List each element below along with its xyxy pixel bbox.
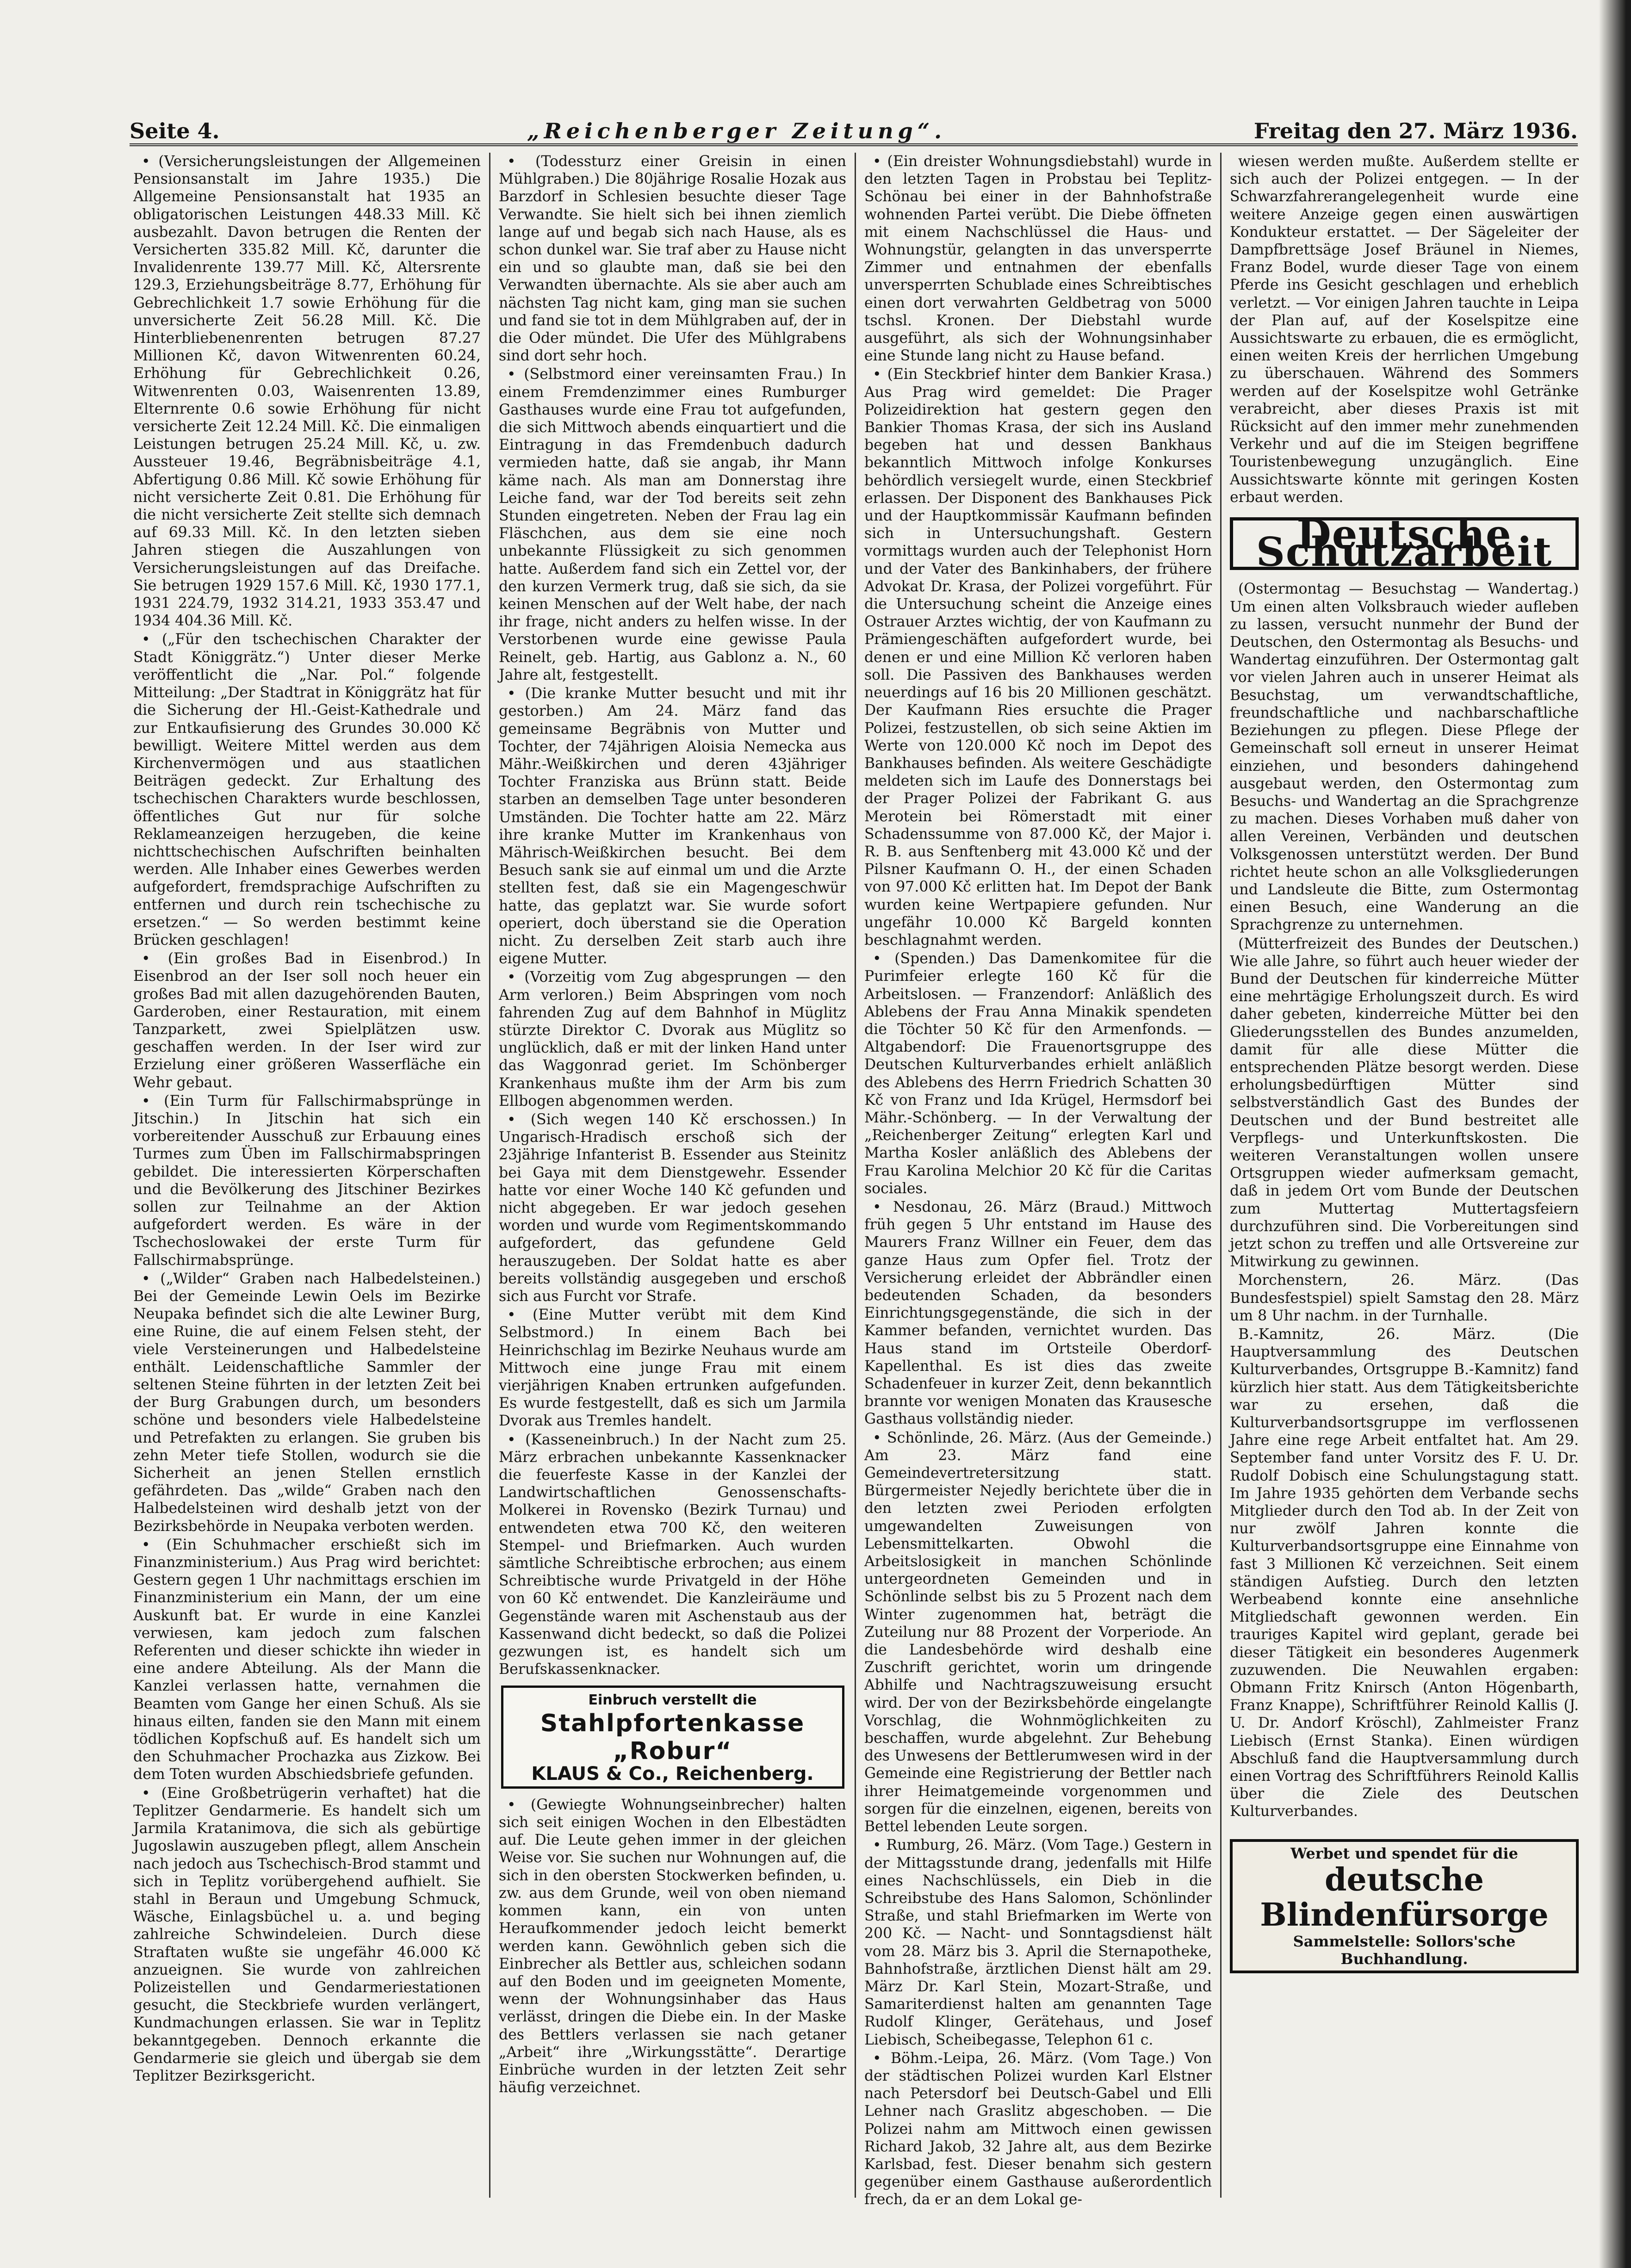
article: • („Wilder“ Graben nach Halbedelsteinen.) Bei der Gemeinde Lewin Oels im Bezirke Neupaka befindet sich die alte Lewiner Burg, eine Ruine, die auf einem Felsen steht, der viele Versteinerungen und Halbedelsteine enthält. Leidenschaftliche Sammler der seltenen Steine führten in der letzten Zeit bei der Burg Grabungen durch, um besonders schöne und besonders viele Halbedelsteine und Petrefakten zu erlangen. Sie gruben bis zehn Meter tiefe Stollen, wodurch sie die Sicherheit an jenen Stellen ernstlich gefährdeten. Das „wilde“ Graben nach den Halbedelsteinen wird deshalb jetzt von der Bezirksbehörde in Neupaka verboten werden. [133, 1270, 481, 1535]
article: (Ostermontag — Besuchstag — Wandertag.) Um einen alten Volksbrauch wieder aufleben zu lassen, versucht nunmehr der Bund der Deutschen, den Ostermontag als Besuchs- und Wandertag einzuführen. Der Ostermontag galt vor vielen Jahren auch in unserer Heimat als Besuchstag, um verwandtschaftliche, freundschaftliche und nachbarschaftliche Beziehungen zu pflegen. Diese Pflege der Gemeinschaft soll erneut in unserer Heimat einziehen, und besonders dahingehend ausgebaut werden, den Ostermontag zum Besuchs- und Wandertag an die Sprachgrenze zu machen. Dieses Vorhaben muß daher von allen Vereinen, Verbänden und deutschen Volksgenossen unterstützt werden. Der Bund richtet heute schon an alle Volksgliederungen und Landsleute die Bitte, zum Ostermontag einen Besuch, eine Wanderung an die Sprachgrenze zu unternehmen. [1230, 581, 1579, 934]
article: • (Gewiegte Wohnungseinbrecher) halten sich seit einigen Wochen in den Elbestädten auf. Die Leute gehen immer in der gleichen Weise vor. Sie suchen nur Wohnungen auf, die sich in den obersten Stockwerken befinden, u. zw. aus dem Grunde, weil von oben niemand kommen kann, ein von unten Heraufkommender jedoch leicht bemerkt werden kann. Gewöhnlich geben sich die Einbrecher als Bettler aus, schleichen sodann auf den Boden und im geeigneten Momente, wenn der Wohnungsinhaber das Haus verlässt, dringen die Diebe ein. In der Maske des Bettlers verlassen sie nach getaner „Arbeit“ ihre „Wirkungsstätte“. Derartige Einbrüche wurden in der letzten Zeit sehr häufig verzeichnet. [499, 1796, 846, 2096]
article: B.-Kamnitz, 26. März. (Die Hauptversammlung des Deutschen Kulturverbandes, Ortsgruppe B.-Kamnitz) fand kürzlich hier statt. Aus dem Tätigkeitsberichte war zu ersehen, daß die Kulturverbandsortsgruppe im verflossenen Jahre eine rege Arbeit entfaltet hat. Am 29. September fand unter Vorsitz des F. U. Dr. Rudolf Dobisch eine Schulungstagung statt. Im Jahre 1935 gehörten dem Verbande sechs Mitglieder durch den Tod ab. In der Zeit von nur zwölf Jahren konnte die Kulturverbandsortsgruppe eine Einnahme von fast 3 Millionen Kč verzeichnen. Seit einem ständigen Aufstieg. Durch den letzten Werbeabend konnte eine ansehnliche Mitgliedschaft gewonnen werden. Ein trauriges Kapitel wird geplant, gerade bei dieser Tätigkeit ein besonderes Augenmerk zuzuwenden. Die Neuwahlen ergaben: Obmann Fritz Knirsch (Anton Högenbarth, Franz Knappe), Schriftführer Reinold Kallis (J. U. Dr. Andorf Kröschl), Zahlmeister Franz Liebisch (Ernst Stanka). Einen würdigen Abschluß fand die Hauptversammlung durch einen Vortrag des Schriftführers Reinold Kallis über die Ziele des Deutschen Kulturverbandes. [1230, 1326, 1579, 1820]
newspaper-title: „Reichenberger Zeitung“. [527, 118, 947, 143]
ad-blind-line1: Werbet und spendet für die [1290, 1844, 1518, 1862]
article: • (Ein großes Bad in Eisenbrod.) In Eisenbrod an der Iser soll noch heuer ein großes Bad mit allen dazugehörenden Bauten, Garderoben, einer Restauration, mit einem Tanzparkett, zwei Spielplätzen usw. geschaffen werden. In der Iser wird zur Erzielung einer größeren Wasserfläche ein Wehr gebaut. [133, 950, 481, 1091]
page-number: Seite 4. [130, 118, 220, 143]
article: • (Sich wegen 140 Kč erschossen.) In Ungarisch-Hradisch erschoß sich der 23jährige Infanterist B. Essender aus Steinitz bei Gaya mit dem Dienstgewehr. Essender hatte vor einer Woche 140 Kč gefunden und nicht abgegeben. Er war jedoch gesehen worden und wurde vom Regimentskommando aufgefordert, das gefundene Geld herauszugeben. Der Soldat hatte es aber bereits vollständig ausgegeben und erschoß sich aus Furcht vor Strafe. [499, 1111, 846, 1305]
article: • Nesdonau, 26. März (Braud.) Mittwoch früh gegen 5 Uhr entstand im Hause des Maurers Franz Willner ein Feuer, dem das ganze Haus zum Opfer fiel. Trotz der Versicherung erleidet der Abbrändler einen bedeutenden Schaden, da besonders Einrichtungsgegenstände, die sich in der Kammer befanden, vernichtet wurden. Das Haus stand im Ortsteile Oberdorf-Kapellenthal. Es ist dies das zweite Schadenfeuer in kurzer Zeit, denn bekanntlich brannte vor wenigen Monaten das Krausesche Gasthaus vollständig nieder. [864, 1198, 1212, 1428]
article: (Mütterfreizeit des Bundes der Deutschen.) Wie alle Jahre, so führt auch heuer wieder der Bund der Deutschen für kinderreiche Mütter eine mehrtägige Erholungszeit durch. Es wird daher gebeten, kinderreiche Mütter bei den Gliederungsstellen des Bundes anzumelden, damit für alle diese Mütter die entsprechenden Plätze besorgt werden. Diese erholungsbedürftigen Mütter sind selbstverständlich Gast des Bundes der Deutschen und der Bund bestreitet alle Verpflegs- und Unterkunftskosten. Die weiteren Veranstaltungen wollen unsere Ortsgruppen wieder aufmerksam gemacht, daß in jedem Ort vom Bunde der Deutschen zum Muttertag Muttertagsfeiern durchzuführen sind. Die Vorbereitungen sind jetzt schon zu treffen und alle Ortsvereine zur Mitwirkung zu gewinnen. [1230, 935, 1579, 1270]
article: • (Ein dreister Wohnungsdiebstahl) wurde in den letzten Tagen in Probstau bei Teplitz-Schönau bei einer in der Bahnhofstraße wohnenden Partei verübt. Die Diebe öffneten mit einem Nachschlüssel die Haus- und Wohnungstür, gelangten in das unversperrte Zimmer und entnahmen der ebenfalls unversperrten Schublade eines Schreibtisches einen dort verwahrten Geldbetrag von 5000 tschsl. Kronen. Der Diebstahl wurde ausgeführt, als sich der Wohnungsinhaber eine Stunde lang nicht zu Hause befand. [864, 153, 1212, 365]
column-4 [1222, 153, 1587, 2198]
article: Morchenstern, 26. März. (Das Bundesfestspiel) spielt Samstag den 28. März um 8 Uhr nachm. in der Turnhalle. [1230, 1272, 1579, 1324]
article: • (Versicherungsleistungen der Allgemeinen Pensionsanstalt im Jahre 1935.) Die Allgemeine Pensionsanstalt hat 1935 an obligatorischen Leistungen 448.33 Mill. Kč ausbezahlt. Davon betrugen die Renten der Versicherten 335.82 Mill. Kč, darunter die Invalidenrente 139.77 Mill. Kč, Altersrente 129.3, Erziehungsbeiträge 8.77, Erhöhung für Gebrechlichkeit 1.7 sowie Erhöhung für die unversicherte Zeit 56.28 Mill. Kč. Die Hinterbliebenenrenten betrugen 87.27 Millionen Kč, davon Witwenrenten 60.24, Erhöhung für Gebrechlichkeit 0.26, Witwenrenten 0.03, Waisenrenten 13.89, Elternrente 0.6 sowie Erhöhung für nicht versicherte Zeit 12.24 Mill. Kč. Die einmaligen Leistungen betrugen 25.24 Mill. Kč, u. zw. Aussteuer 19.46, Begräbnisbeiträge 4.1, Abfertigung 0.86 Mill. Kč sowie Erhöhung für nicht versicherte Zeit 0.81. Die Erhöhung für die nicht versicherte Zeit stellte sich demnach auf 69.33 Mill. Kč. In den letzten sieben Jahren stiegen die Auszahlungen von Versicherungsleistungen auf das Dreifache. Sie betrugen 1929 157.6 Mill. Kč, 1930 177.1, 1931 224.79, 1932 314.21, 1933 353.47 und 1934 404.36 Mill. Kč. [133, 153, 481, 630]
article: • (Eine Mutter verübt mit dem Kind Selbstmord.) In einem Bach bei Heinrichschlag im Bezirke Neuhaus wurde am Mittwoch eine junge Frau mit einem vierjährigen Knaben ertrunken aufgefunden. Es wurde festgestellt, daß es sich um Jarmila Dvorak aus Tremles handelt. [499, 1307, 846, 1430]
page-header [130, 106, 1578, 146]
article: • (Vorzeitig vom Zug abgesprungen — den Arm verloren.) Beim Abspringen vom noch fahrenden Zug auf dem Bahnhof in Müglitz stürzte Direktor C. Dvorak aus Müglitz so unglücklich, daß er mit der linken Hand unter das Waggonrad geriet. Im Schönberger Krankenhaus mußte ihm der Arm bis zum Ellbogen abgenommen werden. [499, 969, 846, 1109]
column-1 [125, 153, 490, 2198]
column-3 [856, 153, 1222, 2208]
ad-robur-line2: Stahlpfortenkasse „Robur“ [540, 1709, 805, 1765]
ad-robur-line3: KLAUS & Co., Reichenberg. [531, 1763, 814, 1785]
ad-robur-line1: Einbruch verstellt die [588, 1692, 757, 1709]
article: • (Selbstmord einer vereinsamten Frau.) In einem Fremdenzimmer eines Rumburger Gasthauses wurde eine Frau tot aufgefunden, die sich Mittwoch abends einquartiert und die Eintragung in das Fremdenbuch dadurch vermieden hatte, daß sie angab, ihr Mann käme nach. Als man am Donnerstag ihre Leiche fand, war der Tod bereits seit zehn Stunden eingetreten. Neben der Frau lag ein Fläschchen, aus dem sie eine noch unbekannte Flüssigkeit zu sich genommen hatte. Außerdem fand sich ein Zettel vor, der den kurzen Vermerk trug, daß sie sich, da sie keinen Menschen auf der Welt habe, der nach ihr frage, nicht anders zu helfen wisse. In der Verstorbenen wurde eine gewisse Paula Reinelt, geb. Hartig, aus Gablonz a. N., 60 Jahre alt, festgestellt. [499, 366, 846, 683]
column-2 [490, 153, 856, 2198]
article: • Rumburg, 26. März. (Vom Tage.) Gestern in der Mittagsstunde drang, jedenfalls mit Hilfe eines Nachschlüssels, ein Dieb in die Schreibstube des Hans Salomon, Schönlinder Straße, und stahl Briefmarken im Werte von 200 Kč. — Nacht- und Sonntagsdienst hält vom 28. März bis 3. April die Sternapotheke, Bahnhofstraße, ärztlichen Dienst hält am 29. März Dr. Karl Stein, Mozart-Straße, und Samariterdienst halten am genannten Tage Rudolf Klinger, Gerätehaus, und Josef Liebisch, Scheibegasse, Telephon 61 c. [864, 1837, 1212, 2048]
article: • (Eine Großbetrügerin verhaftet) hat die Teplitzer Gendarmerie. Es handelt sich um Jarmila Kratanimova, die sich als gebürtige Jugoslawin auszugeben pflegt, allem Anschein nach jedoch aus Tschechisch-Brod stammt und sich in Teplitz vorübergehend aufhielt. Sie stahl in Beraun und Umgebung Schmuck, Wäsche, Einlagsbüchel u. a. und beging zahlreiche Schwindeleien. Durch diese Straftaten wußte sie ungefähr 46.000 Kč anzueignen. Sie wurde von zahlreichen Polizeistellen und Gendarmeriestationen gesucht, die Steckbriefe wurden verlängert, Kundmachungen erlassen. Sie war in Teplitz bekanntgegeben. Dennoch erkannte die Gendarmerie sie gleich und übergab sie dem Teplitzer Bezirksgericht. [133, 1785, 481, 2084]
scan-edge-shadow [1599, 0, 1631, 2268]
robur-safe-advertisement [501, 1686, 844, 1788]
section-heading-box: Deutsche Schutzarbeit [1230, 517, 1579, 570]
ad-blind-line2: deutsche Blindenfürsorge [1260, 1861, 1549, 1933]
article: • (Ein Steckbrief hinter dem Bankier Krasa.) Aus Prag wird gemeldet: Die Prager Polizeidirektion hat gestern gegen den Bankier Thomas Krasa, der sich ins Ausland begeben hat und dessen Bankhaus bekanntlich Mittwoch infolge Konkurses behördlich versiegelt wurde, einen Steckbrief erlassen. Der Disponent des Bankhauses Pick und der Hauptkommissär Kaufmann befinden sich in Untersuchungshaft. Gestern vormittags wurden auch der Telephonist Horn und der Vater des Bankinhabers, der frühere Advokat Dr. Krasa, der Polizei vorgeführt. Für die Untersuchung scheint die Anzeige eines Ostrauer Arztes wichtig, der von Kaufmann zu Prämiengeschäften aufgefordert wurde, bei denen er und eine Million Kč verloren haben soll. Die Passiven des Bankhauses werden neuerdings auf 16 bis 20 Millionen geschätzt. Der Kaufmann Ries ersuchte die Prager Polizei, festzustellen, ob sich seine Aktien im Werte von 120.000 Kč noch im Depot des Bankhauses befinden. Als weitere Geschädigte meldeten sich im Laufe des Donnerstags bei der Prager Polizei der Fabrikant G. aus Merotein bei Römerstadt mit einer Schadenssumme von 87.000 Kč, der Major i. R. B. aus Senftenberg mit 43.000 Kč und der Pilsner Kaufmann O. H., der einen Schaden von 97.000 Kč erlitten hat. Im Depot der Bank wurden keine Wertpapiere gefunden. Nur ungefähr 10.000 Kč Bargeld konnten beschlagnahmt werden. [864, 366, 1212, 948]
article-columns [125, 153, 1587, 2208]
article: • (Die kranke Mutter besucht und mit ihr gestorben.) Am 24. März fand das gemeinsame Begräbnis von Mutter und Tochter, der 74jährigen Aloisia Nemecka aus Mähr.-Weißkirchen und deren 43jähriger Tochter Franziska aus Brünn statt. Beide starben an demselben Tage unter besonderen Umständen. Die Tochter hatte am 22. März ihre kranke Mutter im Krankenhaus von Mährisch-Weißkirchen besucht. Bei dem Besuch sank sie auf einmal um und die Arzte stellten fest, daß sie ein Magengeschwür hatte, das geplatzt war. Sie wurde sofort operiert, doch überstand sie die Operation nicht. Zu derselben Zeit starb auch ihre eigene Mutter. [499, 685, 846, 967]
article: • (Spenden.) Das Damenkomitee für die Purimfeier erlegte 160 Kč für die Arbeitslosen. — Franzendorf: Anläßlich des Ablebens der Frau Anna Minakik spendeten die Töchter 50 Kč für den Armenfonds. — Altgabendorf: Die Frauenortsgruppe des Deutschen Kulturverbandes erhielt anläßlich des Ablebens des Herrn Friedrich Schatten 30 Kč von Franz und Ida Krügel, Hermsdorf bei Mähr.-Schönberg. — In der Verwaltung der „Reichenberger Zeitung“ erlegten Karl und Martha Kosler anläßlich des Ablebens der Frau Karolina Melchior 20 Kč für die Caritas sociales. [864, 950, 1212, 1197]
article: • (Kasseneinbruch.) In der Nacht zum 25. März erbrachen unbekannte Kassenknacker die feuerfeste Kasse in der Kanzlei der Landwirtschaftlichen Genossenschafts-Molkerei in Rovensko (Bezirk Turnau) und entwendeten etwa 700 Kč, den weiteren Stempel- und Briefmarken. Auch wurden sämtliche Schreibtische erbrochen; aus einem Schreibtische wurde Privatgeld in der Höhe von 60 Kč entwendet. Die Kanzleiräume und Gegenstände waren mit Aschenstaub aus der Kassenwand dicht bedeckt, so daß die Polizei gezwungen ist, es handelt sich um Berufskassenknacker. [499, 1431, 846, 1678]
article: • Böhm.-Leipa, 26. März. (Vom Tage.) Von der städtischen Polizei wurden Karl Elstner nach Petersdorf bei Deutsch-Gabel und Elli Lehner nach Graslitz abgeschoben. — Die Polizei nahm am Mittwoch einen gewissen Richard Jakob, 32 Jahre alt, aus dem Bezirke Karlsbad, fest. Dieser benahm sich gestern gegenüber einem Gasthause außerordentlich frech, da er an dem Lokal ge- [864, 2050, 1212, 2208]
blind-welfare-advertisement [1230, 1839, 1579, 1974]
article: • (Ein Schuhmacher erschießt sich im Finanzministerium.) Aus Prag wird berichtet: Gestern gegen 1 Uhr nachmittags erschien im Finanzministerium ein Mann, der um eine Auskunft bat. Er wurde in eine Kanzlei verwiesen, kam jedoch zum falschen Referenten und dieser schickte ihn wieder in eine andere Abteilung. Als der Mann die Kanzlei verlassen hatte, vernahmen die Beamten vom Gange her einen Schuß. Als sie hinaus eilten, fanden sie den Mann mit einem tödlichen Kopfschuß auf. Es handelt sich um den Schuhmacher Prochazka aus Zizkow. Bei dem Toten wurden Abschiedsbriefe gefunden. [133, 1536, 481, 1783]
article: • (Ein Turm für Fallschirmabsprünge in Jitschin.) In Jitschin hat sich ein vorbereitender Ausschuß zur Erbauung eines Turmes zum Üben im Fallschirmabspringen gebildet. Die interessierten Körperschaften und die Bevölkerung des Jitschiner Bezirkes sollen zur Teilnahme an der Aktion aufgefordert werden. Es wäre in der Tschechoslowakei der erste Turm für Fallschirmabsprünge. [133, 1092, 481, 1269]
article: • („Für den tschechischen Charakter der Stadt Königgrätz.“) Unter dieser Merke veröffentlicht die „Nar. Pol.“ folgende Mitteilung: „Der Stadtrat in Königgrätz hat für die Sicherung der Hl.-Geist-Kathedrale und zur Entkaufisierung des Grundes 30.000 Kč bewilligt. Weitere Mittel werden aus dem Kirchenvermögen und aus staatlichen Beiträgen gedeckt. Zur Erhaltung des tschechischen Charakters wurde beschlossen, öffentliches Gut nur für solche Reklameanzeigen herzugeben, die keine nichttschechischen Aufschriften beinhalten werden. Alle Inhaber eines Gewerbes werden aufgefordert, fremdsprachige Aufschriften zu entfernen und durch rein tschechische zu ersetzen.“ — So werden bestimmt keine Brücken geschlagen! [133, 631, 481, 948]
article: wiesen werden mußte. Außerdem stellte er sich auch der Polizei entgegen. — In der Schwarzfahrerangelegenheit wurde eine weitere Anzeige gegen einen auswärtigen Kondukteur erstattet. — Der Sägeleiter der Dampfbrettsäge Josef Bräunel in Niemes, Franz Bodel, wurde dieser Tage von einem Pferde ins Gesicht geschlagen und erheblich verletzt. — Vor einigen Jahren tauchte in Leipa der Plan auf, auf der Koselspitze eine Aussichtswarte zu erbauen, die es ermöglicht, einen weiten Kreis der herrlichen Umgebung zu überschauen. Während des Sommers werden auf der Koselspitze wohl Getränke verabreicht, aber dieses Praxis ist mit Rücksicht auf den immer mehr zunehmenden Verkehr und auf die im Steigen begriffene Touristenbewegung unzugänglich. Eine Aussichtswarte könnte mit geringen Kosten erbaut werden. [1230, 153, 1579, 506]
ad-blind-line3: Sammelstelle: Sollors'sche Buchhandlung. [1293, 1932, 1516, 1968]
article: • (Todessturz einer Greisin in einen Mühlgraben.) Die 80jährige Rosalie Hozak aus Barzdorf in Schlesien besuchte dieser Tage Verwandte. Sie hielt sich bei ihnen ziemlich lange auf und begab sich nach Hause, als es schon dunkel war. Sie traf aber zu Hause nicht ein und so glaubte man, daß sie bei den Verwandten übernachte. Als sie aber auch am nächsten Tag nicht kam, ging man sie suchen und fand sie tot in dem Mühlgraben auf, der in die Oder mündet. Die Ufer des Mühlgrabens sind dort sehr hoch. [499, 153, 846, 365]
issue-date: Freitag den 27. März 1936. [1253, 118, 1578, 143]
article: • Schönlinde, 26. März. (Aus der Gemeinde.) Am 23. März fand eine Gemeindevertretersitzung statt. Bürgermeister Nejedly berichtete über die in den letzten zwei Perioden erfolgten umgewandelten Zuweisungen von Lebensmittelkarten. Obwohl die Arbeitslosigkeit in manchen Schönlinde untergeordneten Gemeinden und in Schönlinde selbst bis zu 5 Prozent nach dem Winter zugenommen hat, beträgt die Zuteilung nur 88 Prozent der Vorperiode. An die Landesbehörde wird deshalb eine Zuschrift gerichtet, worin um dringende Abhilfe und Nachtragszuweisung ersucht wird. Der von der Bezirksbehörde eingelangte Vorschlag, die Wohnmöglichkeiten zu beschaffen, wurde abgelehnt. Zur Behebung des Unwesens der Bettlerumwesen wird in der Gemeinde eine Registrierung der Bettler nach ihrer Heimatgemeinde vorgenommen und sorgen für die einzelnen, eigenen, bereits von Bettel lebenden Leute sorgen. [864, 1429, 1212, 1835]
